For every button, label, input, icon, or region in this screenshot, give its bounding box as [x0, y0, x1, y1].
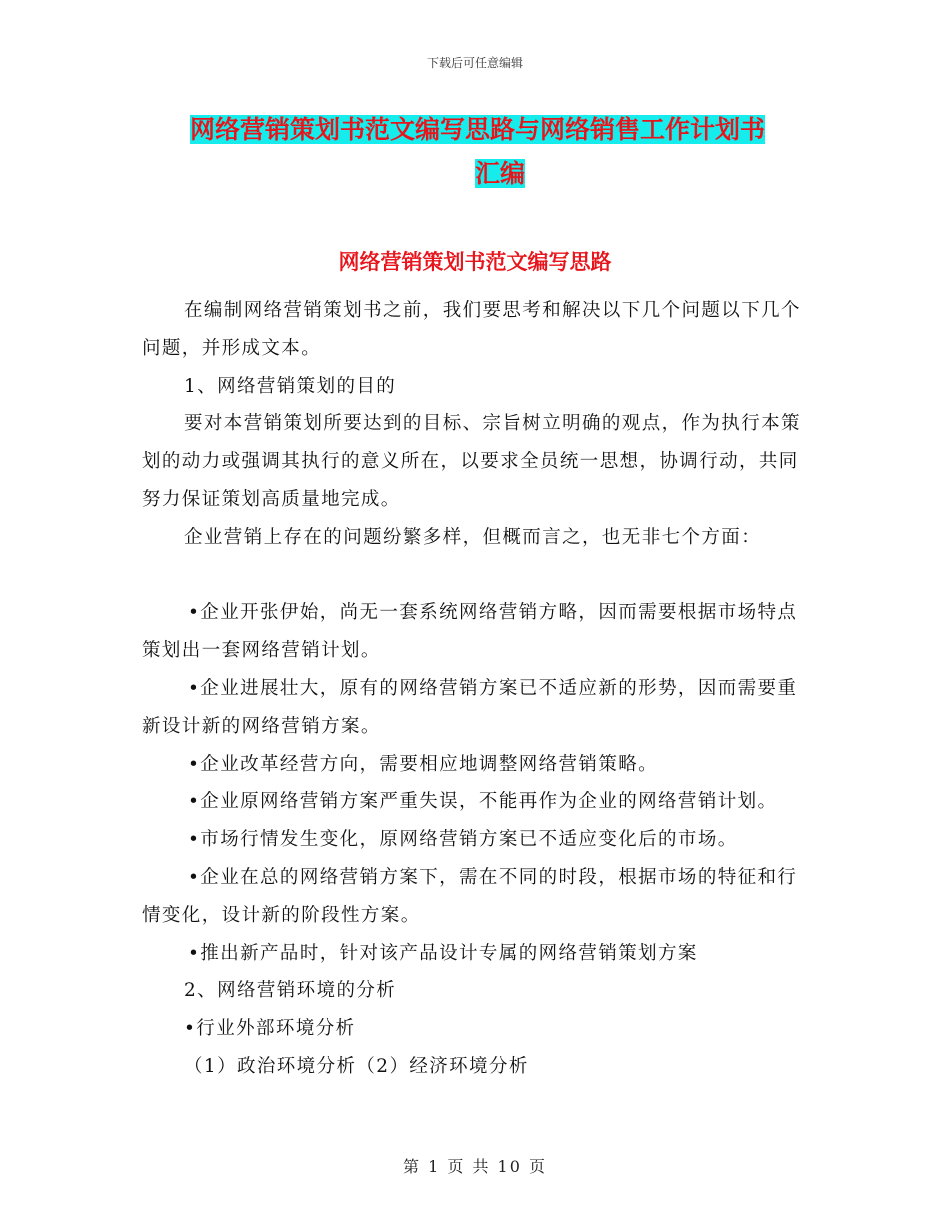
header-note: 下载后可任意编辑 — [426, 56, 523, 70]
section-title: 网络营销策划书范文编写思路 — [338, 250, 612, 274]
document-body — [142, 292, 810, 1086]
document-title — [190, 108, 810, 196]
title-line-1: 网络营销策划书范文编写思路与网络销售工作计划书 — [190, 115, 766, 144]
paragraph-problems: 企业营销上存在的问题纷繁多样，但概而言之，也无非七个方面： — [184, 526, 762, 548]
title-line-2: 汇编 — [474, 159, 525, 188]
list-item: •企业原网络营销方案严重失误，不能再作为企业的网络营销计划。 — [188, 791, 778, 813]
list-item: •企业进展壮大，原有的网络营销方案已不适应新的形势，因而需要重新设计新的网络营销方案。 — [142, 677, 798, 737]
paragraph-purpose: 要对本营销策划所要达到的目标、宗旨树立明确的观点，作为执行本策划的动力或强调其执行的意义所在，以要求全员统一思想，协调行动，共同努力保证策划高质量地完成。 — [142, 413, 801, 510]
list-item: •行业外部环境分析 — [184, 1018, 356, 1040]
paragraph-subitems: （1）政治环境分析（2）经济环境分析 — [184, 1055, 529, 1077]
list-item: •企业开张伊始，尚无一套系统网络营销方略，因而需要根据市场特点策划出一套网络营销计划。 — [142, 602, 798, 662]
list-item: •企业在总的网络营销方案下，需在不同的时段，根据市场的特征和行情变化，设计新的阶段性方案。 — [142, 866, 798, 926]
list-item: •市场行情发生变化，原网络营销方案已不适应变化后的市场。 — [188, 829, 738, 851]
paragraph-intro: 在编制网络营销策划书之前，我们要思考和解决以下几个问题以下几个问题，并形成文本。 — [142, 300, 801, 359]
list-item: •推出新产品时，针对该产品设计专属的网络营销策划方案 — [188, 942, 698, 964]
blank-line — [142, 557, 810, 595]
page-number: 第 1 页 共 10 页 — [403, 1157, 547, 1176]
heading-environment: 2、网络营销环境的分析 — [184, 980, 397, 1002]
heading-purpose: 1、网络营销策划的目的 — [184, 375, 397, 397]
list-item: •企业改革经营方向，需要相应地调整网络营销策略。 — [188, 753, 659, 775]
